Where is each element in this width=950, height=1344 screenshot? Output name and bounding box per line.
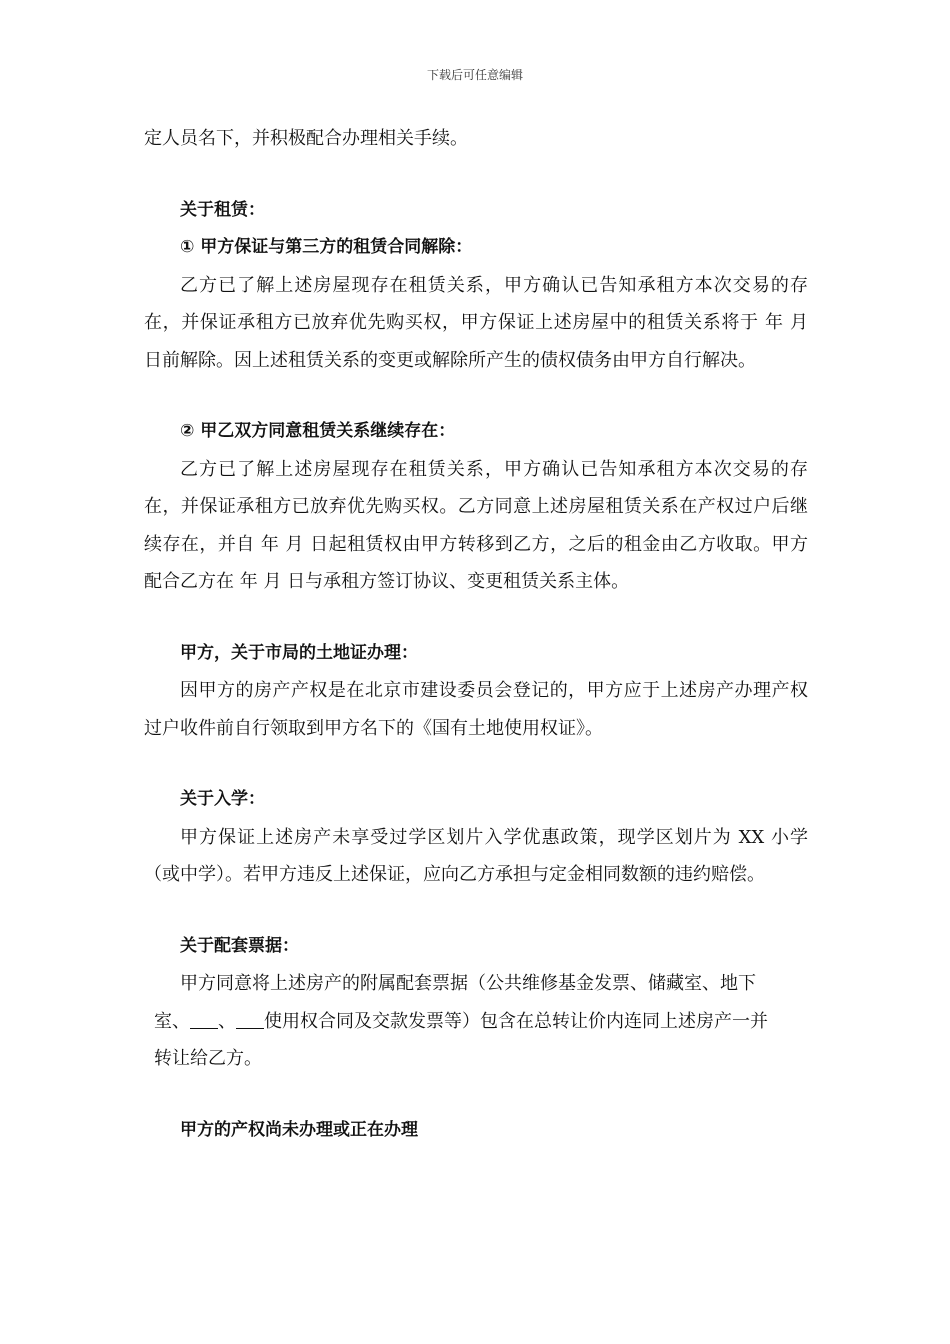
fill-in-blank [236,1010,264,1029]
spacer [144,894,808,928]
spacer [144,379,808,413]
land-paragraph: 因甲方的房产产权是在北京市建设委员会登记的，甲方应于上述房产办理产权过户收件前自行领取到甲方名下的《国有土地使用权证》。 [144,680,808,739]
receipts-line-1: 甲方同意将上述房产的附属配套票据（公共维修基金发票、储藏室、地下 [180,973,756,994]
lease-option1-paragraph: 乙方已了解上述房屋现存在租赁关系，甲方确认已告知承租方本次交易的存在，并保证承租方已放弃优先购买权，甲方保证上述房屋中的租赁关系将于 年 月 日前解除。因上述租赁关系的变更或解除所产生的债权债务由甲方自行解决。 [144,274,808,371]
spacer [144,601,808,635]
pending-heading: 甲方的产权尚未办理或正在办理 [180,1119,418,1140]
receipts-line-3: 转让给乙方。 [154,1048,262,1069]
spacer [144,158,808,192]
receipts-line-2-part-a: 室、 [154,1010,190,1032]
spacer [144,747,808,781]
document-body [144,120,808,1149]
lease-option2-paragraph: 乙方已了解上述房屋现存在租赁关系，甲方确认已告知承租方本次交易的存在，并保证承租方已放弃优先购买权。乙方同意上述房屋租赁关系在产权过户后继续存在，并自 年 月 日起租赁权由甲方转移到乙方，之后的租金由乙方收取。甲方配合乙方在 年 月 日与承租方签订协议、变更租赁关系主体。 [144,458,808,592]
lease-heading: 关于租赁： [180,199,265,220]
school-heading: 关于入学： [180,789,265,809]
lease-option1-heading: ① 甲方保证与第三方的租赁合同解除： [180,237,473,257]
receipts-line-2-part-b: 、 [218,1010,236,1032]
lease-option2-heading: ② 甲乙双方同意租赁关系继续存在： [180,421,456,441]
page-header: 下载后可任意编辑 [426,68,523,82]
receipts-line-2 [144,1003,808,1041]
intro-paragraph: 定人员名下，并积极配合办理相关手续。 [144,128,468,149]
school-paragraph: 甲方保证上述房产未享受过学区划片入学优惠政策，现学区划片为 XX 小学（或中学）。若甲方违反上述保证，应向乙方承担与定金相同数额的违约赔偿。 [144,826,808,885]
receipts-line-2-part-c: 使用权合同及交款发票等）包含在总转让价内连同上述房产一并 [264,1010,768,1032]
receipts-heading: 关于配套票据： [180,935,299,956]
land-heading: 甲方，关于市局的土地证办理： [180,642,418,663]
spacer [144,1078,808,1112]
fill-in-blank [190,1010,218,1029]
